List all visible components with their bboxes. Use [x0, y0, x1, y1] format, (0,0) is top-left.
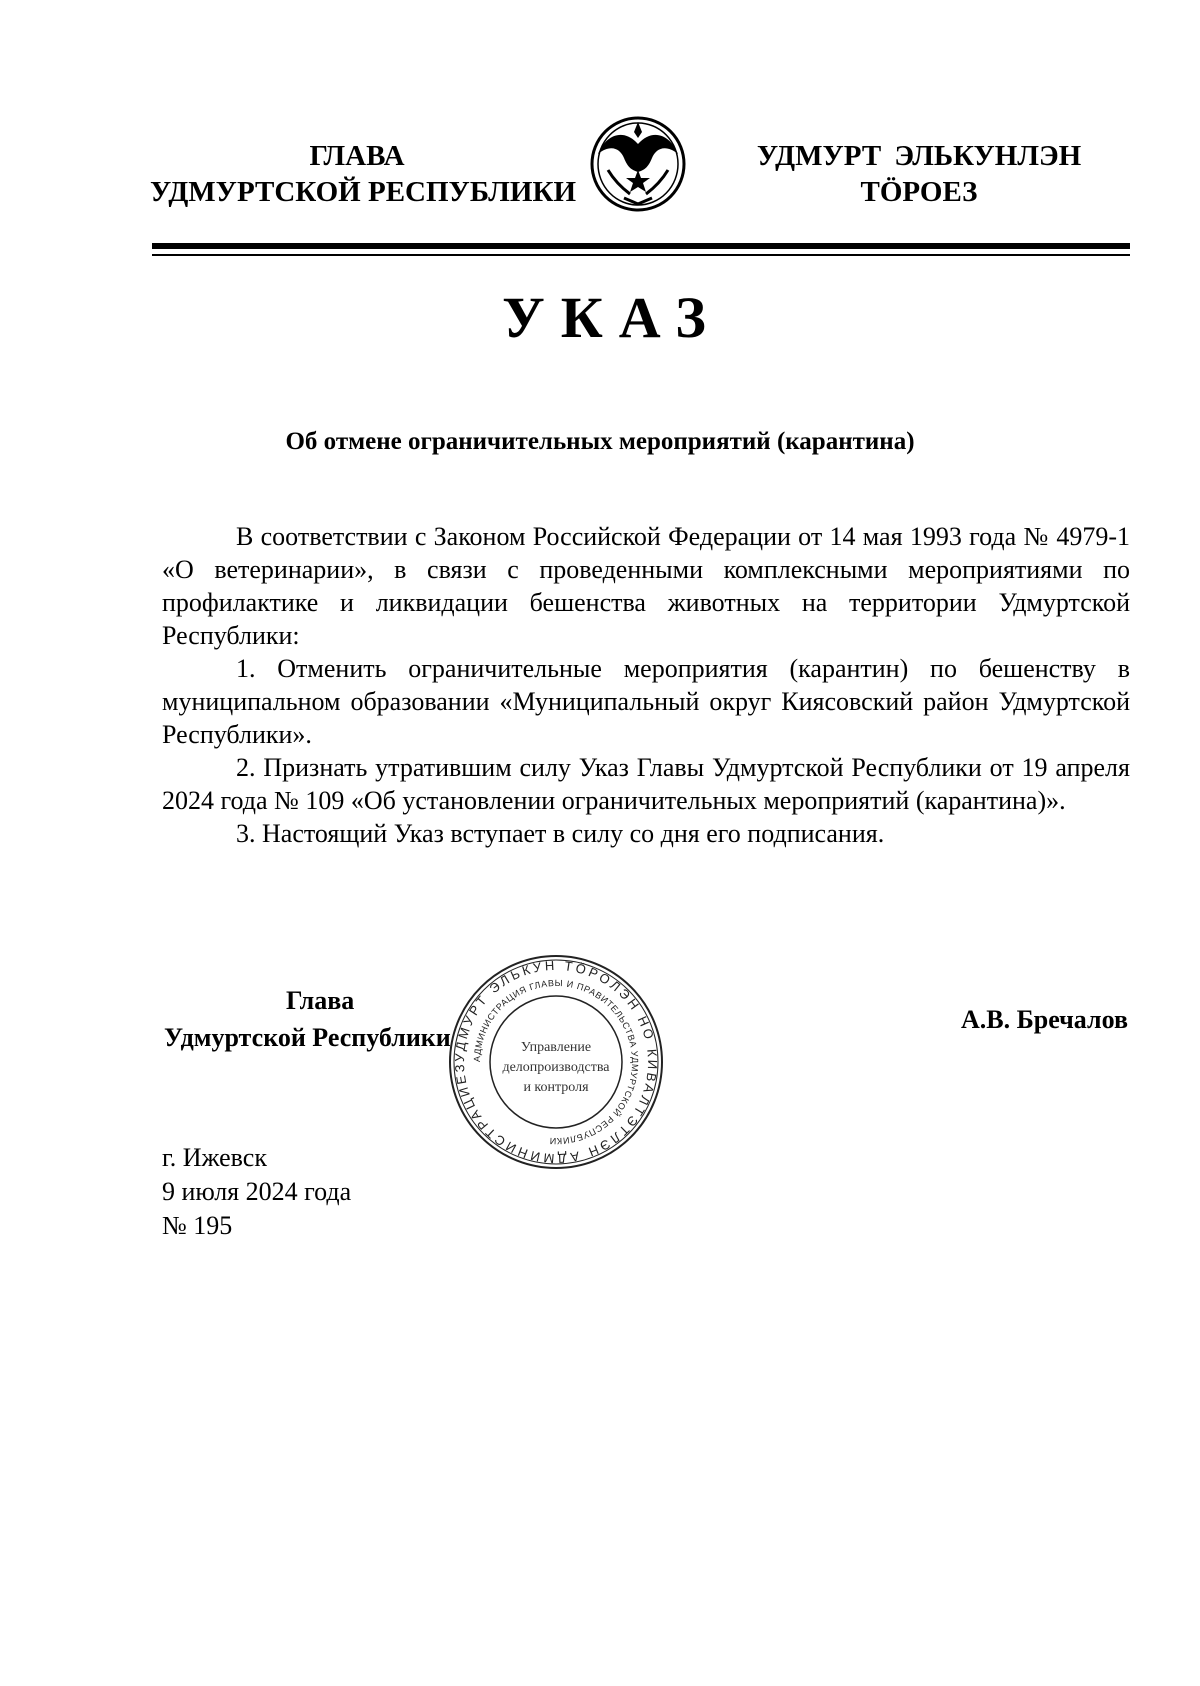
signatory-position-line2: Удмуртской Республики — [164, 1023, 451, 1052]
date-line: 9 июля 2024 года — [162, 1177, 352, 1206]
signatory-position — [164, 982, 484, 1056]
body-paragraph-item-1: 1. Отменить ограничительные мероприятия (карантин) по бешенству в муниципальном образовании «Муниципальный округ Киясовский район Удмуртской Республики». — [162, 654, 1130, 749]
seal-outer-ring-text: УДМУРТ ЭЛЬКУН ТӦРОЛЭН НО КИВАЛТЭТЛЭН АДМИНИСТРАЦИЕЗ — [451, 957, 661, 1167]
seal-center-line3: и контроля — [523, 1080, 589, 1095]
header-udmurt-line2: ТӦРОЕЗ — [860, 176, 978, 208]
header-russian-line1: ГЛАВА — [309, 140, 405, 172]
body-paragraph-item-3: 3. Настоящий Указ вступает в силу со дня его подписания. — [236, 819, 885, 848]
number-line: № 195 — [162, 1211, 233, 1240]
signatory-position-line1: Глава — [286, 986, 355, 1015]
document-type-title: УКАЗ — [502, 285, 722, 350]
document-body — [162, 520, 1130, 850]
seal-center-line2: делопроизводства — [502, 1060, 610, 1075]
header-rule-thin — [152, 254, 1130, 256]
header-russian-line2: УДМУРТСКОЙ РЕСПУБЛИКИ — [150, 176, 577, 208]
header-rule-thick — [152, 243, 1130, 249]
city-line: г. Ижевск — [162, 1143, 267, 1172]
seal-inner-ring-text: АДМИНИСТРАЦИЯ ГЛАВЫ И ПРАВИТЕЛЬСТВА УДМУРТСКОЙ РЕСПУБЛИКИ — [471, 977, 641, 1147]
body-paragraph-preamble: В соответствии с Законом Российской Федерации от 14 мая 1993 года № 4979-1 «О ветеринарии», в связи с проведенными комплексными мероприятиями по профилактике и ликвидации бешенства животных на территории Удмуртской Республики: — [162, 522, 1130, 650]
document-subject: Об отмене ограничительных мероприятий (карантина) — [285, 428, 915, 455]
place-date-number — [162, 1141, 462, 1243]
signatory-name: А.В. Бречалов — [960, 1005, 1128, 1034]
official-seal — [446, 952, 666, 1172]
seal-center-line1: Управление — [520, 1040, 592, 1055]
udmurt-coat-of-arms-icon — [584, 114, 692, 214]
body-paragraph-item-2: 2. Признать утратившим силу Указ Главы Удмуртской Республики от 19 апреля 2024 года № 109 «Об установлении ограничительных мероприятий (карантина)». — [162, 753, 1130, 815]
header-udmurt — [744, 138, 1094, 210]
header-russian — [150, 138, 577, 210]
header-udmurt-line1: УДМУРТ ЭЛЬКУНЛЭН — [756, 140, 1082, 172]
